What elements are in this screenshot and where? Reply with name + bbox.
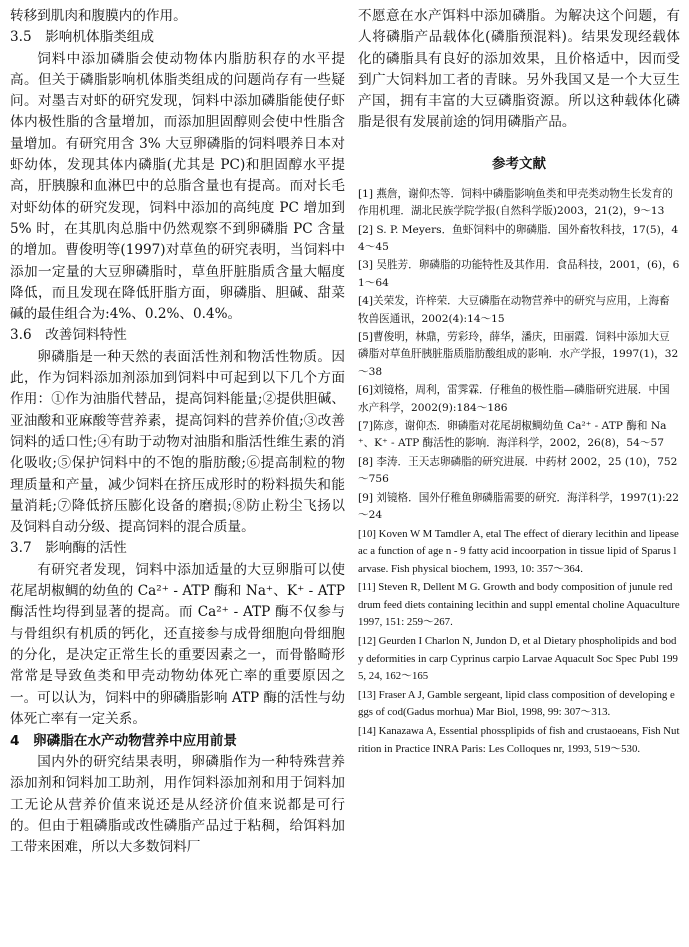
section-3-7-body: 有研究者发现，饲料中添加适量的大豆卵脂可以使花尾胡椒鲷的幼鱼的 Ca²⁺ - ATP 酶和 Na⁺、K⁺ - ATP 酶活性均得到显著的提高。而 Ca²⁺ - ATP 酶不仅参与与骨组织有机质的钙化，还直接参与成骨细胞向骨细胞的分化，是决定正常生长的重要因素之一，而骨骼畸形常常是导致鱼类和甲壳动物幼体死亡率的重要原因之一。可以认为，饲料中的卵磷脂影响 ATP 酶的活性与幼体死亡率有一定关系。 [10,561,345,727]
section-3-6-body: 卵磷脂是一种天然的表面活性剂和物活性物质。因此，作为饲料添加剂添加到饲料中可起到以下几个方面作用：①作为油脂代替品，提高饲料能量;②提供胆碱、亚油酸和亚麻酸等营养素，提高饲料的营养价值;③改善饲料的适口性;④有助于动物对油脂和脂活性维生素的消化吸收;⑤保护饲料中的不饱的脂肪酸;⑥提高制粒的物理质量和产量，减少饲料在挤压成形时的粉料损失和能量消耗;⑦降低挤压膨化设备的磨损;⑧防止粉尘飞扬以及饲料自动分级、提高饲料的混合质量。 [10,348,345,536]
section-3-6-heading: 3.6 改善饲料特性 [10,327,127,344]
reference-item: [7]陈彦，谢仰杰．卵磷脂对花尾胡椒鲷幼鱼 Ca²⁺ - ATP 酶和 Na⁺、K⁺ - ATP 酶活性的影响．海洋科学，2002，26(8)，54～57 [358,420,667,450]
reference-item: [1] 燕詹，谢仰杰等．饲料中磷脂影响鱼类和甲壳类动物生长发育的作用机理．湖北民族学院学报(自然科学版)2003，21(2)，9～13 [358,187,673,218]
left-column [10,6,345,859]
reference-item: [8] 李涛．王天志卵磷脂的研究进展．中药材 2002，25 (10)，752～756 [358,455,678,486]
section-4-heading: 4 卵磷脂在水产动物营养中应用前景 [10,733,237,750]
reference-item: [4]关荣发，许梓荣．大豆磷脂在动物营养中的研究与应用，上海畜牧兽医通讯，2002(4):14～15 [358,295,670,325]
reference-item: [12] Geurden I Charlon N, Jundon D, et al Dietary phospholipids and body deformities in carp Cyprinus carpio Larvae Aquacult Soc Spec Publ 1995, 24, 162～165 [358,635,678,683]
section-3-5-heading: 3.5 影响机体脂类组成 [10,29,154,46]
right-column [358,6,680,759]
reference-item: [2] S. P. Meyers．鱼虾饲料中的卵磷脂．国外畜牧科技，17(5)，44～45 [358,223,679,253]
reference-item: [13] Fraser A J, Gamble sergeant, lipid class composition of developing eggs of cod(Gadus morhua) Mar Biol, 1998, 99: 307～313. [358,688,675,719]
section-3-7-heading: 3.7 影响酶的活性 [10,540,127,557]
section-4-continuation: 不愿意在水产饵料中添加磷脂。为解决这个问题，有人将磷脂产品载体化(磷脂预混料)。结果发现经载体化的磷脂具有良好的添加效果，且价格适中，因而受到广大饲料加工者的青睐。另外我国又是一个大豆生产国，拥有丰富的大豆磷脂资源。所以这种载体化磷脂是很有发展前途的饲用磷脂产品。 [358,8,680,131]
reference-item: [6]刘镜格，周利，雷霁霖．仔稚鱼的极性脂—磷脂研究进展．中国水产科学，2002(9):184～186 [358,384,670,414]
reference-item: [14] Kanazawa A, Essential phossplipids of fish and crustaoeans, Fish Nutrition in Practice INRA Paris: Les Colloques nr, 1993, 519～530. [358,725,680,755]
reference-item: [5]曹俊明，林鼎，劳彩玲，薛华，潘庆，田丽霞．饲料中添加大豆磷脂对草鱼肝胰脏脂质脂肪酸组成的影响．水产学报，1997(1)，32～38 [358,331,679,378]
reference-item: [10] Koven W M Tamdler A, etal The effect of dierary lecithin and lipease ac a function of age n - 9 fatty acid incoorpation in tissue lipid of Sparus larvase. Fish physical biochem, 1993, 10: 357～364. [358,527,679,575]
section-3-5-body: 饲料中添加磷脂会使动物体内脂肪积存的水平提高。但关于磷脂影响机体脂类组成的问题尚存有一些疑问。对墨吉对虾的研究发现，饲料中添加磷脂能使仔虾体内极性脂的含量增加，而添加胆固醇则会使中性脂含量增加。有研究用含 3% 大豆卵磷脂的饲料喂养日本对虾幼体，发现其体内磷脂(尤其是 PC)和胆固醇水平提高，肝胰腺和血淋巴中的总脂含量也有提高。而对长毛对虾幼体的研究发现，饲料中添加的高纯度 PC 增加到 5% 时，在其肌肉总脂中仍然观察不到卵磷脂 PC 含量的增加。曹俊明等(1997)对草鱼的研究表明，当饲料中添加一定量的大豆卵磷脂时，草鱼肝脏脂质含量大幅度降低，而且发现在降低肝脂方面，卵磷脂、胆碱、甜菜碱的最佳组合为:4%、0.2%、0.4%。 [10,50,345,323]
reference-item: [3] 吴胜芳．卵磷脂的功能特性及其作用．食品科技，2001，(6)，61～64 [358,259,680,289]
references-list [358,186,680,758]
references-title: 参考文献 [492,155,546,172]
continuation-paragraph: 转移到肌肉和腹膜内的作用。 [10,8,187,24]
reference-item: [11] Steven R, Dellent M G. Growth and body composition of junule red drum feed diets containing lecithin and suppl emental choline Aquaculture 1997, 151: 259～267. [358,581,680,629]
reference-item: [9] 刘镜格．国外仔稚鱼卵磷脂需要的研究．海洋科学，1997(1):22～24 [358,491,680,522]
section-4-body: 国内外的研究结果表明，卵磷脂作为一种特殊营养添加剂和饲料加工助剂，用作饲料添加剂和用于饲料加工无论从营养价值来说还是从经济价值来说都是可行的。但由于粗磷脂或改性磷脂产品过于粘稠，给饵料加工带来困难，所以大多数饲料厂 [10,754,345,856]
